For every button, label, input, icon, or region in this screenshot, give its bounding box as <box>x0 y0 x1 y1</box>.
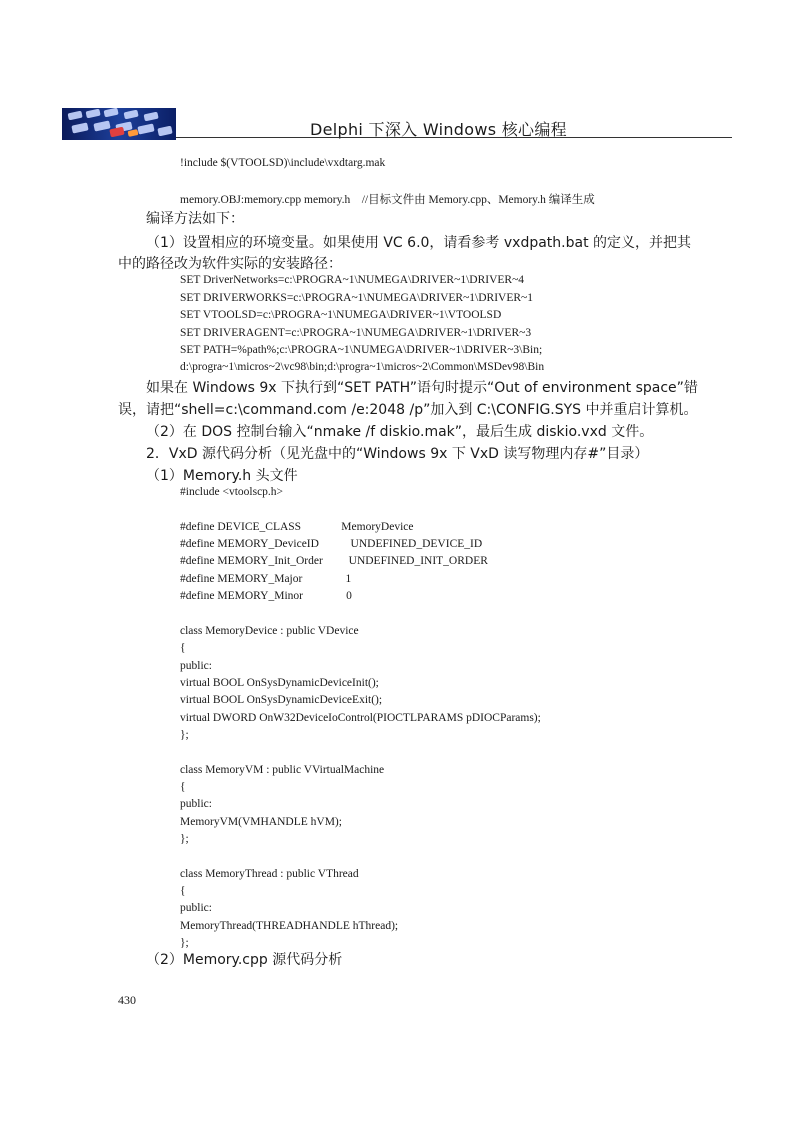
section-heading-vxd-analysis: 2．VxD 源代码分析（见光盘中的“Windows 9x 下 VxD 读写物理内存#”目录） <box>146 446 649 462</box>
code-line: virtual BOOL OnSysDynamicDeviceInit(); <box>180 676 379 689</box>
code-line: virtual BOOL OnSysDynamicDeviceExit(); <box>180 694 383 707</box>
header-divider <box>176 137 732 138</box>
code-line: #define MEMORY_Init_Order UNDEFINED_INIT_ORDER <box>180 555 488 568</box>
code-line: { <box>180 885 186 898</box>
paragraph-win9x-line1: 如果在 Windows 9x 下执行到“SET PATH”语句时提示“Out of environment space”错 <box>146 380 698 396</box>
code-line: memory.OBJ:memory.cpp memory.h //目标文件由 Memory.cpp、Memory.h 编译生成 <box>180 194 595 206</box>
code-line: SET DRIVERWORKS=c:\PROGRA~1\NUMEGA\DRIVER~1\DRIVER~1 <box>180 292 534 304</box>
code-line: #define MEMORY_Minor 0 <box>180 590 352 603</box>
code-line: #include <vtoolscp.h> <box>180 486 284 498</box>
code-line: { <box>180 642 186 655</box>
paragraph-step1-line2: 中的路径改为软件实际的安装路径： <box>118 256 342 272</box>
code-line: virtual DWORD OnW32DeviceIoControl(PIOCTLPARAMS pDIOCParams); <box>180 711 541 724</box>
page-number: 430 <box>118 993 136 1007</box>
code-line: { <box>180 780 186 793</box>
code-line: #define DEVICE_CLASS MemoryDevice <box>180 520 414 533</box>
code-line: class MemoryDevice : public VDevice <box>180 624 359 637</box>
code-line: public: <box>180 659 212 672</box>
header-keyboard-image <box>62 108 176 140</box>
code-line: MemoryVM(VMHANDLE hVM); <box>180 815 342 828</box>
paragraph-win9x-line2: 误，请把“shell=c:\command.com /e:2048 /p”加入到 C:\CONFIG.SYS 中并重启计算机。 <box>118 402 698 418</box>
code-line: class MemoryVM : public VVirtualMachine <box>180 763 385 776</box>
code-line: #define MEMORY_Major 1 <box>180 572 352 585</box>
paragraph-compile-method: 编译方法如下： <box>146 211 244 227</box>
code-line: SET DriverNetworks=c:\PROGRA~1\NUMEGA\DRIVER~1\DRIVER~4 <box>180 274 525 286</box>
code-line: }; <box>180 937 189 950</box>
code-line: SET VTOOLSD=c:\PROGRA~1\NUMEGA\DRIVER~1\VTOOLSD <box>180 309 502 321</box>
code-line: MemoryThread(THREADHANDLE hThread); <box>180 919 399 932</box>
paragraph-step1-line1: （1）设置相应的环境变量。如果使用 VC 6.0，请看参考 vxdpath.bat 的定义，并把其 <box>146 235 692 251</box>
code-line: d:\progra~1\micros~2\vc98\bin;d:\progra~1\micros~2\Common\MSDev98\Bin <box>180 361 545 373</box>
code-line: SET PATH=%path%;c:\PROGRA~1\NUMEGA\DRIVER~1\DRIVER~3\Bin; <box>180 344 543 356</box>
page-header-title: Delphi 下深入 Windows 核心编程 <box>310 120 567 139</box>
code-line: }; <box>180 833 189 845</box>
code-line: public: <box>180 902 212 915</box>
code-line: }; <box>180 728 189 741</box>
subsection-heading-memory-cpp: （2）Memory.cpp 源代码分析 <box>146 952 343 968</box>
code-line: #define MEMORY_DeviceID UNDEFINED_DEVICE_ID <box>180 538 483 551</box>
code-line: SET DRIVERAGENT=c:\PROGRA~1\NUMEGA\DRIVER~1\DRIVER~3 <box>180 327 532 339</box>
code-line: !include $(VTOOLSD)\include\vxdtarg.mak <box>180 157 386 169</box>
subsection-heading-memory-h: （1）Memory.h 头文件 <box>146 468 298 484</box>
paragraph-step2: （2）在 DOS 控制台输入“nmake /f diskio.mak”，最后生成 diskio.vxd 文件。 <box>146 424 654 440</box>
code-line: class MemoryThread : public VThread <box>180 867 359 880</box>
code-line: public: <box>180 798 212 811</box>
